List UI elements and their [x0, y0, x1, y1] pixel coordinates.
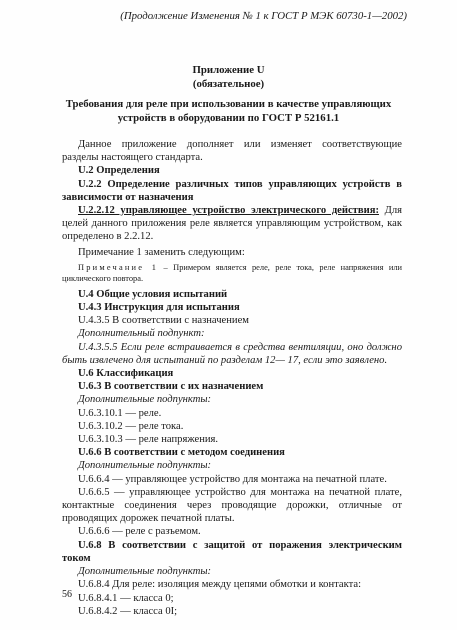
appendix-title: Приложение U: [192, 64, 265, 76]
note-text: – Примером является реле, реле тока, реле напряжения или циклического повтора.: [62, 262, 402, 284]
add-subitems-label-2: Дополнительные подпункты:: [78, 460, 212, 472]
running-header: (Продолжение Изменения № 1 к ГОСТ Р МЭК 60730-1—2002): [120, 10, 407, 22]
item-u63102: U.6.3.10.2 — реле тока.: [78, 420, 184, 432]
item-u665: U.6.6.5 — управляющее устройство для монтажа на печатной плате, контактные соединения через проводящие дорожки, отличные от проводящих дорожек печатной платы.: [62, 486, 402, 525]
section-u4355: U.4.3.5.5 Если реле встраивается в средства вентиляции, оно должно быть извлечено для испытаний по разделам 12— 17, если это заявлено.: [62, 341, 402, 366]
section-u43: U.4.3 Инструкция для испытания: [78, 302, 240, 314]
note-label: Примечание 1: [78, 262, 159, 272]
body-text: [62, 138, 402, 618]
term-u2212: U.2.2.12 управляющее устройство электрического действия:: [78, 205, 379, 217]
section-u2212: [62, 204, 402, 244]
add-subitems-label-1: Дополнительные подпункты:: [78, 394, 212, 406]
intro-paragraph: Данное приложение дополняет или изменяет соответствующие разделы настоящего стандарта.: [62, 139, 402, 164]
section-u66: U.6.6 В соответствии с методом соединения: [78, 447, 285, 459]
section-u2: U.2 Определения: [78, 165, 160, 177]
section-u6: U.6 Классификация: [78, 368, 174, 380]
note-1: [62, 262, 402, 285]
item-u63101: U.6.3.10.1 — реле.: [78, 407, 162, 419]
section-u63: U.6.3 В соответствии с их назначением: [78, 381, 264, 393]
item-u6842: U.6.8.4.2 — класса 0I;: [78, 605, 178, 617]
item-u664: U.6.6.4 — управляющее устройство для монтажа на печатной плате.: [78, 473, 387, 485]
section-u22: U.2.2 Определение различных типов управляющих устройств в зависимости от назначения: [62, 178, 402, 203]
item-u6841: U.6.8.4.1 — класса 0;: [78, 592, 174, 604]
appendix-subtitle: (обязательное): [192, 78, 265, 90]
item-u666: U.6.6.6 — реле с разъемом.: [78, 526, 201, 538]
add-subitem-label: Дополнительный подпункт:: [78, 328, 205, 340]
appendix-heading-line2: устройств в оборудовании по ГОСТ Р 52161.1: [117, 112, 340, 124]
term-u2212-text: Для целей данного приложения реле является управляющим устройством, как определено в 2.2.12.: [62, 205, 402, 243]
page-number: 56: [62, 589, 72, 600]
section-u435: U.4.3.5 В соответствии с назначением: [78, 315, 249, 327]
section-u4: U.4 Общие условия испытаний: [78, 288, 228, 300]
section-u68: U.6.8 В соответствии с защитой от поражения электрическим током: [62, 539, 402, 564]
item-u63103: U.6.3.10.3 — реле напряжения.: [78, 434, 219, 446]
appendix-heading-line1: Требования для реле при использовании в качестве управляющих: [65, 98, 392, 110]
add-subitems-label-3: Дополнительные подпункты:: [78, 566, 212, 578]
item-u684: U.6.8.4 Для реле: изоляция между цепями обмотки и контакта:: [78, 579, 362, 591]
note-replace-line: Примечание 1 заменить следующим:: [78, 246, 245, 258]
